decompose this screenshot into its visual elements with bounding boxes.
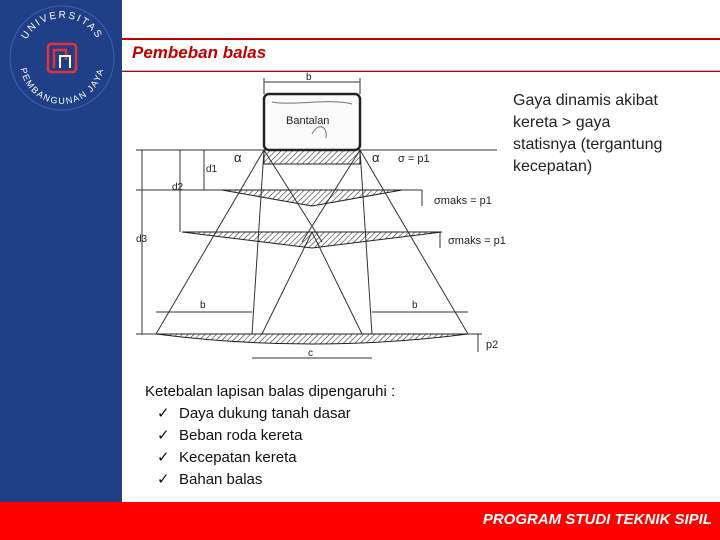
dim-b-right: b bbox=[412, 300, 418, 311]
bullet-item bbox=[157, 469, 395, 491]
title-bar bbox=[122, 38, 720, 72]
stress-zone-4 bbox=[156, 334, 468, 344]
ballast-load-diagram bbox=[122, 72, 510, 372]
side-text-line: statisnya (tergantung bbox=[513, 136, 663, 153]
dim-d1: d1 bbox=[206, 164, 218, 175]
dim-d3: d3 bbox=[136, 234, 148, 245]
logo-arc-top: UNIVERSITAS bbox=[19, 9, 105, 42]
bullet-item bbox=[157, 447, 395, 469]
logo-emblem-icon bbox=[48, 44, 76, 72]
p2-label: p2 bbox=[486, 339, 499, 351]
divider bbox=[122, 70, 720, 71]
bullet-text: Bahan balas bbox=[179, 471, 263, 488]
sidebar bbox=[0, 0, 122, 502]
stress-zone-2 bbox=[222, 190, 402, 206]
sigma-p1-label: σ = p1 bbox=[398, 153, 430, 165]
side-text bbox=[513, 90, 713, 178]
check-icon: ✓ bbox=[157, 471, 170, 488]
alpha-right: α bbox=[372, 150, 380, 165]
alpha-left: α bbox=[234, 150, 242, 165]
check-icon: ✓ bbox=[157, 427, 170, 444]
bullet-text: Beban roda kereta bbox=[179, 427, 303, 444]
bullet-item bbox=[157, 403, 395, 425]
side-text-line: Gaya dinamis akibat bbox=[513, 92, 658, 109]
check-icon: ✓ bbox=[157, 405, 170, 422]
stress-zone-1 bbox=[264, 150, 360, 164]
university-logo bbox=[6, 2, 118, 114]
side-text-line: kereta > gaya bbox=[513, 114, 611, 131]
sleeper-label: Bantalan bbox=[286, 115, 330, 127]
dim-d2: d2 bbox=[172, 182, 184, 193]
slide-title: Pembeban balas bbox=[132, 43, 267, 62]
dim-c: c bbox=[308, 348, 313, 359]
stress-zone-3 bbox=[182, 232, 442, 248]
dim-b-top: b bbox=[306, 72, 312, 83]
side-text-line: kecepatan) bbox=[513, 158, 593, 175]
bullet-intro: Ketebalan lapisan balas dipengaruhi : bbox=[145, 383, 396, 400]
sigma-maks-label-2: σmaks = p1 bbox=[448, 235, 506, 247]
check-icon: ✓ bbox=[157, 449, 170, 466]
bullet-text: Kecepatan kereta bbox=[179, 449, 297, 466]
bullet-text: Daya dukung tanah dasar bbox=[179, 405, 351, 422]
sigma-maks-label-1: σmaks = p1 bbox=[434, 195, 492, 207]
footer-text: PROGRAM STUDI TEKNIK SIPIL bbox=[482, 511, 712, 528]
footer-bar bbox=[0, 502, 720, 540]
bullet-items bbox=[145, 403, 395, 491]
logo-arc-bottom: PEMBANGUNAN JAYA bbox=[18, 66, 106, 107]
bullet-item bbox=[157, 425, 395, 447]
spread-line bbox=[156, 150, 264, 334]
dim-b-left: b bbox=[200, 300, 206, 311]
bullet-list bbox=[145, 381, 395, 491]
